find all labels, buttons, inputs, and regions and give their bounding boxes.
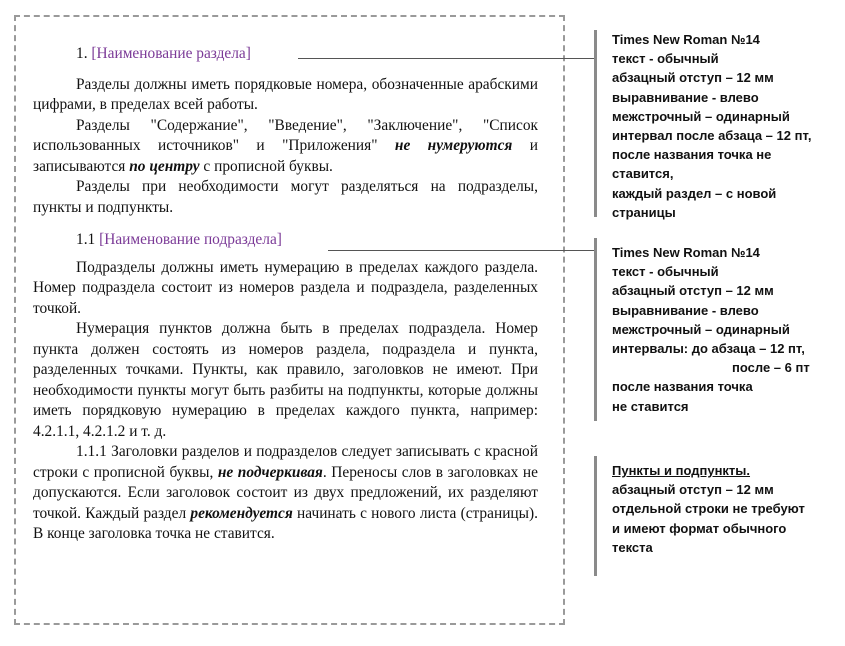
paragraph-text: и записываются (33, 137, 538, 175)
section-paragraphs (33, 75, 538, 219)
section-number: 1. (76, 45, 92, 62)
section-title: [Наименование раздела] (91, 45, 251, 62)
note-line: абзацный отступ – 12 мм (612, 283, 774, 299)
note-line: текст - обычный (612, 264, 719, 280)
subsection-note-bar (594, 238, 597, 421)
note-line: межстрочный – одинарный (612, 321, 790, 337)
subsection-title: [Наименование подраздела] (99, 231, 282, 248)
paragraph (33, 177, 538, 218)
paragraph-text: Нумерация пунктов должна быть в пределах подраздела. Номер пункта должен состоять из номеров раздела, подраздела и пункта, разделенных точками. Пункты, как правило, заголовков не имеют. При необходимости пункты могут быть разбиты на подпункты, которые должны иметь порядковую нумерацию в пределах каждого пункта, например: 4.2.1.1, 4.2.1.2 и т. д. (33, 320, 538, 440)
subsection-format-note (612, 243, 837, 416)
note-line: страницы (612, 204, 676, 220)
note-line: после названия точка (612, 379, 753, 395)
section-format-note (612, 30, 837, 222)
note-line: не ставится (612, 398, 689, 414)
paragraph (33, 442, 538, 545)
note-line: текста (612, 539, 653, 555)
note-line: каждый раздел – с новой (612, 185, 777, 201)
paragraph-text: . Переносы слов в заголовках не допускаются. Если заголовок состоит из двух предложений, их разделяют точкой. Каждый раздел (33, 463, 538, 522)
note-line: межстрочный – одинарный (612, 108, 790, 124)
paragraph-text: Разделы "Содержание", "Введение", "Заключение", "Список использованных источников" и "Приложения" (33, 116, 538, 154)
paragraph (33, 319, 538, 442)
document-body (33, 44, 538, 545)
paragraph-text: с прописной буквы. (199, 157, 333, 175)
note-line: Times New Roman №14 (612, 245, 760, 260)
paragraph-text: Подразделы должны иметь нумерацию в пределах каждого раздела. Номер подраздела состоит из номеров раздела и подраздела, разделенных точкой. (33, 258, 538, 317)
note-line: текст - обычный (612, 51, 719, 67)
note-line: после – 6 пт (732, 360, 810, 376)
paragraph-text: начинать с нового листа (страницы). В конце заголовка точка не ставится. (33, 504, 538, 542)
note-line: интервалы: до абзаца – 12 пт, (612, 341, 805, 357)
emphasis-text: по центру (129, 157, 200, 175)
paragraph-text: 1.1.1 Заголовки разделов и подразделов следует записывать с красной строки с прописной буквы, (33, 443, 538, 481)
emphasis-text: рекомендуется (190, 504, 293, 522)
subsection-connector-line (328, 250, 595, 251)
emphasis-text: не подчеркивая (217, 463, 323, 481)
note-line: выравнивание - влево (612, 89, 759, 105)
note-line: после названия точка не (612, 147, 772, 163)
note-line: интервал после абзаца – 12 пт, (612, 128, 812, 144)
paragraph (33, 75, 538, 116)
paragraph (33, 258, 538, 320)
note-line: абзацный отступ – 12 мм (612, 70, 774, 86)
paragraph-text: Разделы при необходимости могут разделяться на подразделы, пункты и подпункты. (33, 178, 538, 216)
note-line: выравнивание - влево (612, 302, 759, 318)
section-note-bar (594, 30, 597, 217)
subsection-number: 1.1 (76, 231, 100, 248)
emphasis-text: не нумеруются (394, 137, 513, 154)
subsection-paragraphs (33, 258, 538, 545)
points-note-bar (594, 456, 597, 576)
note-title: Пункты и подпункты. (612, 463, 751, 478)
note-line: Times New Roman №14 (612, 32, 760, 47)
note-line: и имеют формат обычного (612, 520, 787, 536)
note-line: абзацный отступ – 12 мм (612, 482, 774, 498)
paragraph (33, 116, 538, 178)
points-format-note (612, 461, 837, 557)
subsection-heading (33, 230, 538, 251)
section-connector-line (298, 58, 595, 59)
note-line: ставится, (612, 166, 674, 182)
paragraph-text: Разделы должны иметь порядковые номера, обозначенные арабскими цифрами, в пределах всей работы. (33, 75, 538, 113)
note-line: отдельной строки не требуют (612, 501, 805, 517)
section-heading (33, 44, 538, 65)
